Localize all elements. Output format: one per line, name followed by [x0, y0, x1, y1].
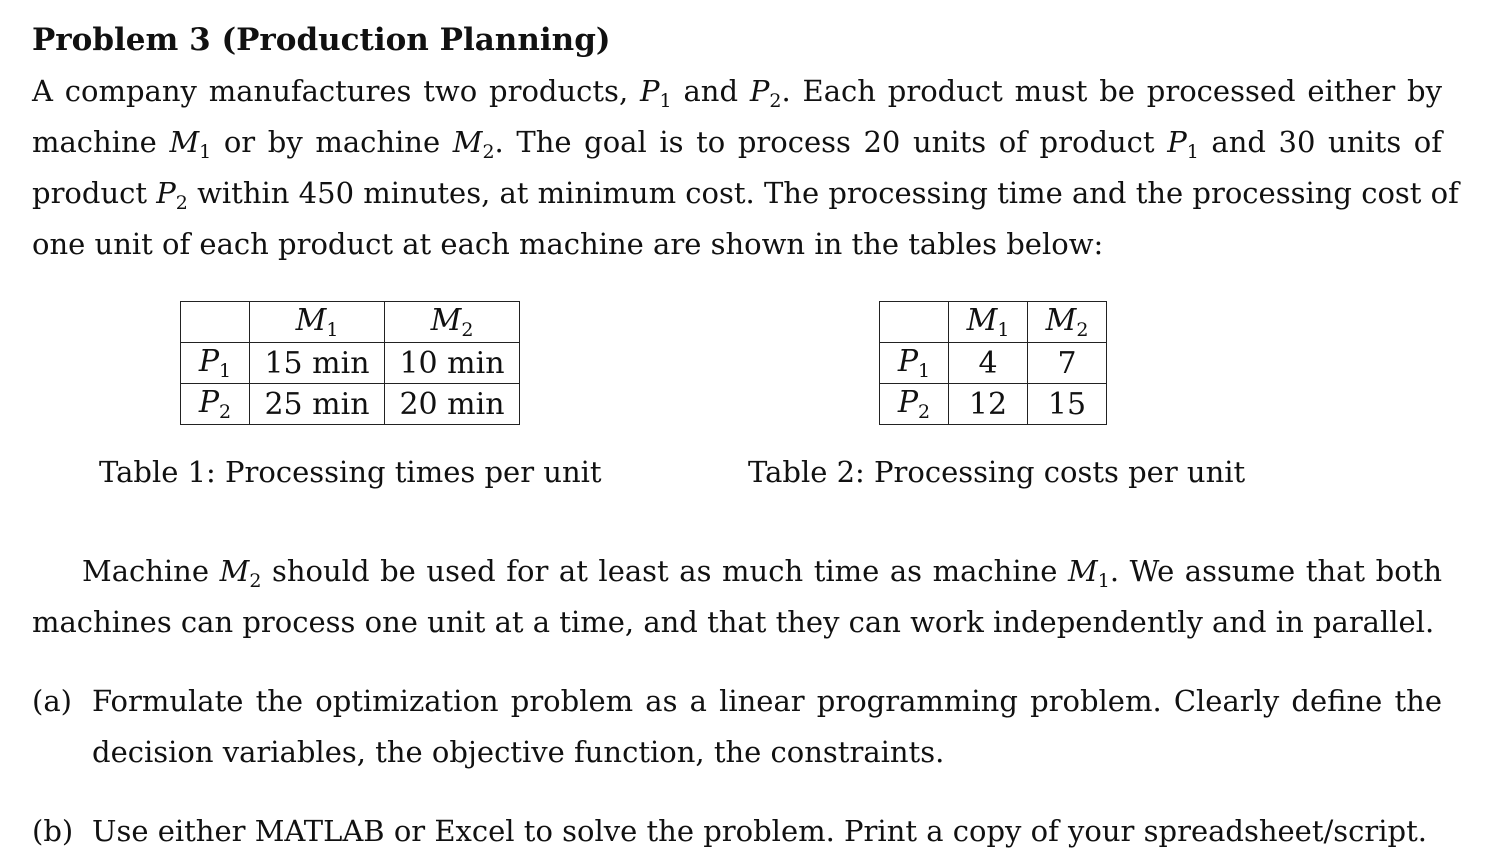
text-line: Use either MATLAB or Excel to solve the problem. Print a copy of your spreadsheet/script.: [92, 814, 1427, 848]
processing-times-table: [180, 301, 520, 425]
math-symbol: $P_1$: [1167, 125, 1199, 163]
table-row: [181, 384, 520, 425]
text-line: Machine $M_2$ should be used for at least as much time as machine $M_1$. We assume that both: [82, 554, 1442, 592]
text-line: A company manufactures two products, $P_1$ and $P_2$. Each product must be processed either by: [32, 74, 1442, 112]
table-cell: 12: [949, 384, 1028, 425]
question-text: [92, 806, 1442, 857]
math-symbol: $M_2$: [430, 303, 474, 341]
math-symbol: $M_1$: [295, 303, 339, 341]
machine-paragraph: [32, 546, 1442, 648]
table2-caption: Table 2: Processing costs per unit: [748, 455, 1246, 489]
table-corner: [181, 302, 250, 343]
text-line: one unit of each product at each machine are shown in the tables below:: [32, 227, 1104, 261]
math-symbol: $P_2$: [156, 176, 188, 214]
table-cell: 10 min: [385, 343, 520, 384]
table-row: [880, 343, 1107, 384]
column-header: [385, 302, 520, 343]
math-symbol: $M_2$: [219, 554, 262, 592]
text-line: machine $M_1$ or by machine $M_2$. The goal is to process 20 units of product $P_1$ and 30 units of: [32, 125, 1443, 163]
table1-caption: Table 1: Processing times per unit: [99, 455, 602, 489]
math-symbol: $M_1$: [1068, 554, 1110, 592]
table-cell: 20 min: [385, 384, 520, 425]
row-header: [181, 384, 250, 425]
math-symbol: $P_1$: [897, 344, 931, 382]
question-a: [32, 676, 1442, 778]
column-header: [949, 302, 1028, 343]
math-symbol: $M_1$: [169, 125, 212, 163]
problem-title: Problem 3 (Production Planning): [32, 22, 611, 58]
math-symbol: $P_1$: [640, 74, 672, 112]
row-header: [880, 343, 949, 384]
table-corner: [880, 302, 949, 343]
table-row: [181, 343, 520, 384]
table-cell: 15: [1028, 384, 1107, 425]
question-b: [32, 806, 1442, 857]
math-symbol: $P_2$: [198, 385, 232, 423]
text-line: machines can process one unit at a time, and that they can work independently and in parallel.: [32, 605, 1435, 639]
math-symbol: $M_1$: [966, 303, 1010, 341]
math-symbol: $P_2$: [897, 385, 931, 423]
text-line: product $P_2$ within 450 minutes, at minimum cost. The processing time and the processing cost of: [32, 176, 1459, 214]
math-symbol: $M_2$: [1045, 303, 1089, 341]
row-header: [181, 343, 250, 384]
column-header: [250, 302, 385, 343]
math-symbol: $P_2$: [749, 74, 782, 112]
table-row: [880, 384, 1107, 425]
table-cell: 7: [1028, 343, 1107, 384]
table-cell: 15 min: [250, 343, 385, 384]
text-line: decision variables, the objective function, the constraints.: [92, 735, 945, 769]
math-symbol: $M_2$: [452, 125, 495, 163]
table-cell: 25 min: [250, 384, 385, 425]
intro-paragraph: [32, 66, 1459, 270]
math-symbol: $P_1$: [198, 344, 232, 382]
question-label: (a): [32, 684, 72, 718]
question-text: [92, 676, 1442, 778]
row-header: [880, 384, 949, 425]
processing-costs-table: [879, 301, 1107, 425]
table-cell: 4: [949, 343, 1028, 384]
column-header: [1028, 302, 1107, 343]
text-line: Formulate the optimization problem as a linear programming problem. Clearly define the: [92, 684, 1442, 718]
question-label: (b): [32, 814, 74, 848]
